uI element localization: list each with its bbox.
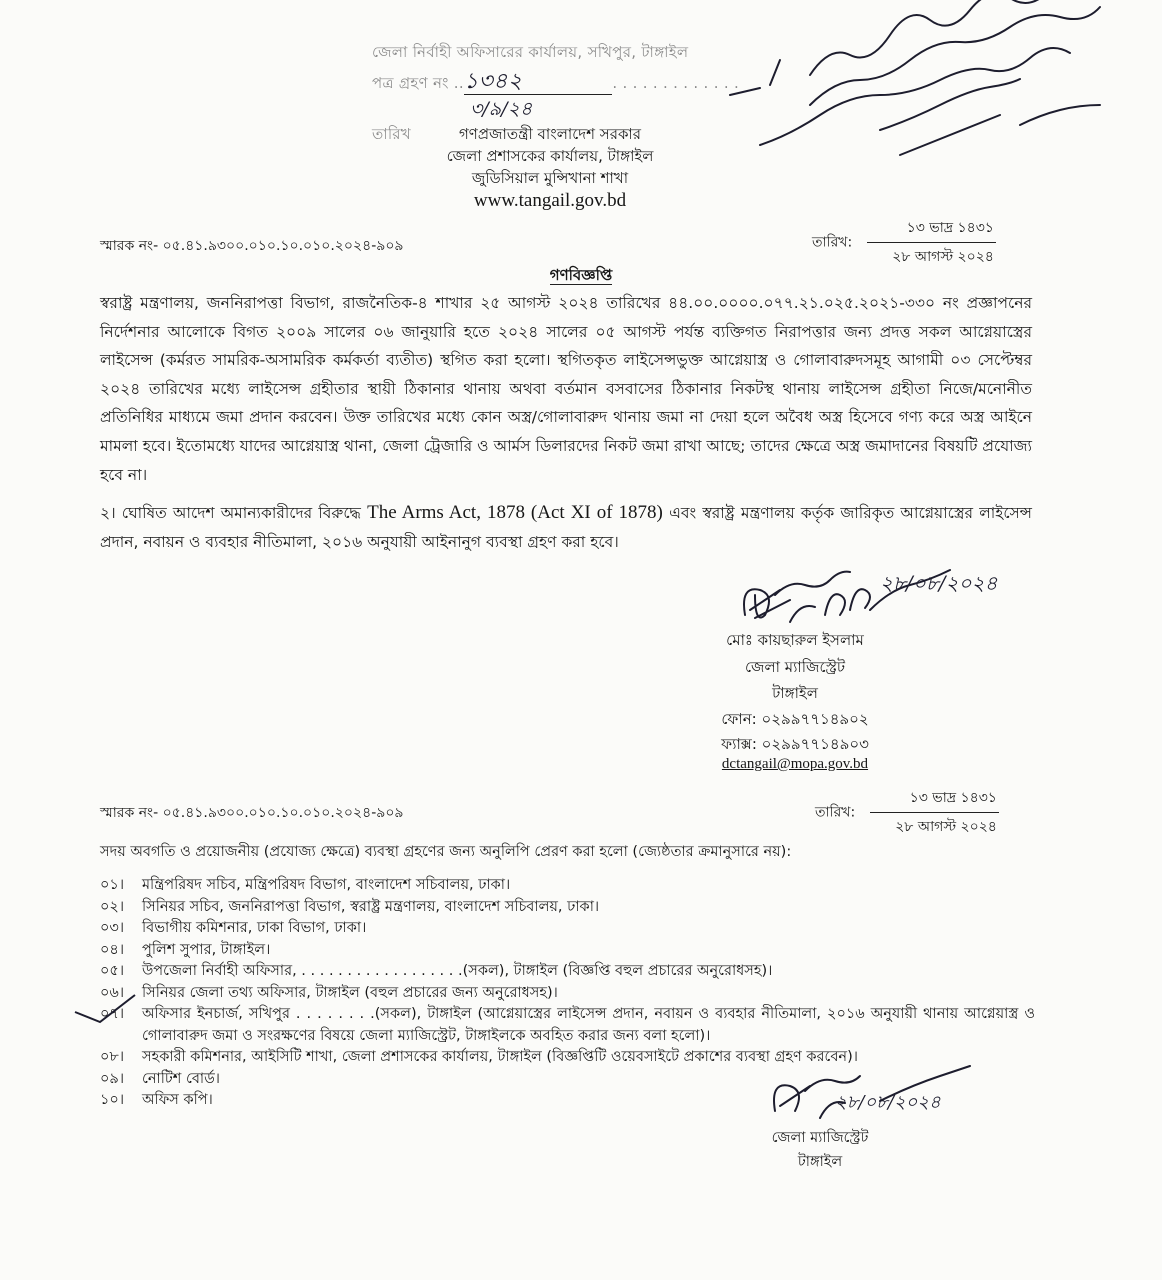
signatory-fax: ফ্যাক্স: ০২৯৯৭৭১৪৯০৩ [721,735,869,753]
receipt-number-label-text: পত্র গ্রহণ নং [372,74,449,92]
distribution-item-number: ০৩। [100,920,125,936]
receipt-stamp-office: জেলা নির্বাহী অফিসারের কার্যালয়, সখিপুর, টাঙ্গাইল [372,43,689,61]
distribution-section [100,875,1035,1174]
distribution-date [815,786,999,839]
distribution-item-text: সহকারী কমিশনার, আইসিটি শাখা, জেলা প্রশাসকের কার্যালয়, টাঙ্গাইল (বিজ্ঞপ্তিটি ওয়েবসাইটে প্রকাশের ব্যবস্থা গ্রহণ করবেন)। [142,1049,858,1065]
checkmark-annotation [70,990,140,1030]
receipt-date-value: ৩/৯/২৪ [470,98,533,120]
signatory-phone: ফোন: ০২৯৯৭৭১৪৯০২ [721,710,869,728]
arms-act-reference: The Arms Act, 1878 (Act XI of 1878) [367,502,663,524]
distribution-item-number: ০৫। [100,963,125,979]
header-section: জুডিসিয়াল মুন্সিখানা শাখা [471,169,629,187]
distribution-item-number: ০১। [100,877,125,893]
memo-number: স্মারক নং- ০৫.৪১.৯৩০০.০১০.১০.০১০.২০২৪-৯০৯ [100,238,404,254]
distribution-item-text: মন্ত্রিপরিষদ সচিব, মন্ত্রিপরিষদ বিভাগ, বাংলাদেশ সচিবালয়, ঢাকা। [142,877,511,893]
signatory-district: টাঙ্গাইল [772,684,818,702]
distribution-item-number: ০৯। [100,1070,125,1087]
distribution-date-gregorian: ২৮ আগস্ট ২০২৪ [895,819,997,835]
signature [730,560,998,626]
receipt-date-label: তারিখ [372,125,411,143]
notice-body [100,289,1032,556]
memo-date-bangla: ১৩ ভাদ্র ১৪৩১ [867,216,996,243]
header-government: গণপ্রজাতন্ত্রী বাংলাদেশ সরকার [458,125,642,143]
distribution-item [100,961,1035,983]
memo-date-gregorian: ২৮ আগস্ট ২০২৪ [892,249,994,265]
distribution-item-text: উপজেলা নির্বাহী অফিসার, . . . . . . . . . . . . . . . . . .(সকল), টাঙ্গাইল (বিজ্ঞপ্তি বহুল প্রচারের অনুরোধসহ)। [142,963,773,979]
receipt-number-label: পত্র গ্রহণ নং ..১৩৪২ . . . . . . . . . . . . . [372,69,740,94]
distribution-item-number: ০৭। [100,1006,125,1022]
distribution-item [100,983,1035,1005]
memo-date-label: তারিখ: [812,234,853,251]
distribution-item-number: ০৮। [100,1049,125,1065]
distribution-date-label: তারিখ: [815,804,856,821]
header-website: www.tangail.gov.bd [473,190,627,211]
distribution-item [100,1004,1035,1047]
distribution-item-number: ০৬। [100,984,125,1001]
distribution-item-text: সিনিয়র জেলা তথ্য অফিসার, টাঙ্গাইল (বহুল প্রচারের জন্য অনুরোধসহ)। [142,984,558,1001]
paragraph-2-suffix: এবং স্বরাষ্ট্র মন্ত্রণালয় কর্তৃক জারিকৃত আগ্নেয়াস্ত্রের লাইসেন্স প্রদান, নবায়ন ও ব্যবহার নীতিমালা, ২০১৬ অনুযায়ী আইনানুগ ব্যবস্থা গ্রহণ করা হবে। [100,504,1032,551]
memo-date-fraction [867,216,996,269]
distribution-item-text: অফিসার ইনচার্জ, সখিপুর . . . . . . . .(সকল), টাঙ্গাইল (আগ্নেয়াস্ত্রের লাইসেন্স প্রদান, নবায়ন ও ব্যবহার নীতিমালা, ২০১৬ অনুযায়ী থানায় আগ্নেয়াস্ত্র ও গোলাবারুদ জমা ও সংরক্ষণের বিষয়ে জেলা ম্যাজিস্ট্রেট, টাঙ্গাইলকে অবহিত করার জন্য বলা হলো)। [142,1006,1035,1044]
notice-paragraph-2 [100,499,1032,556]
signature-copy-date: ২৮/০৮/২০২৪ [835,1091,941,1113]
paragraph-2-prefix: ২। ঘোষিত আদেশ অমান্যকারীদের বিরুদ্ধে [100,504,361,523]
distribution-item-number: ০২। [100,898,125,915]
handwritten-note [700,0,1162,170]
distribution-district: টাঙ্গাইল [797,1153,843,1170]
signatory-designation: জেলা ম্যাজিস্ট্রেট [744,658,846,676]
distribution-item-text: পুলিশ সুপার, টাঙ্গাইল। [142,941,271,958]
distribution-date-bangla: ১৩ ভাদ্র ১৪৩১ [870,786,999,813]
distribution-signature-block [690,1091,950,1174]
distribution-memo-number: স্মারক নং- ০৫.৪১.৯৩০০.০১০.১০.০১০.২০২৪-৯০৯ [100,805,404,821]
distribution-item-text: অফিস কপি। [142,1092,213,1108]
distribution-date-fraction [870,786,999,839]
signatory-email[interactable]: dctangail@mopa.gov.bd [721,756,869,772]
notice-paragraph-1: স্বরাষ্ট্র মন্ত্রণালয়, জননিরাপত্তা বিভাগ, রাজনৈতিক-৪ শাখার ২৫ আগস্ট ২০২৪ তারিখের ৪৪.০০.০০০০.০৭৭.২১.০২৫.২০২১-৩৩০ নং প্রজ্ঞাপনের নির্দেশনার আলোকে বিগত ২০০৯ সালের ০৬ জানুয়ারি হতে ২০২৪ সালের ০৫ আগস্ট পর্যন্ত ব্যক্তিগত নিরাপত্তার জন্য প্রদত্ত সকল আগ্নেয়াস্ত্রের লাইসেন্স (কর্মরত সামরিক-অসামরিক কর্মকর্তা ব্যতীত) স্থগিত করা হলো। স্থগিতকৃত লাইসেন্সভুক্ত আগ্নেয়াস্ত্র ও গোলাবারুদসমূহ আগামী ০৩ সেপ্টেম্বর ২০২৪ তারিখের মধ্যে লাইসেন্স গ্রহীতার স্থায়ী ঠিকানার থানায় অথবা বর্তমান বসবাসের ঠিকানার নিকটস্থ থানায় লাইসেন্স গ্রহীতা নিজে/মনোনীত প্রতিনিধির মাধ্যমে জমা প্রদান করবেন। উক্ত তারিখের মধ্যে কোন অস্ত্র/গোলাবারুদ থানায় জমা না দেয়া হলে অবৈধ অস্ত্র হিসেবে গণ্য করে অস্ত্র আইনে মামলা হবে। ইতোমধ্যে যাদের আগ্নেয়াস্ত্র থানা, জেলা ট্রেজারি ও আর্মস ডিলারদের নিকট জমা রাখা আছে; তাদের ক্ষেত্রে অস্ত্র জমাদানের বিষয়টি প্রযোজ্য হবে না। [100,294,1032,484]
distribution-item-number: ০৪। [100,941,125,958]
signatory-name: মোঃ কায়ছারুল ইসলাম [726,631,864,649]
distribution-designation: জেলা ম্যাজিস্ট্রেট [771,1129,869,1146]
notice-title-text: গণবিজ্ঞপ্তি [549,266,613,284]
distribution-item [100,940,1035,962]
distribution-item-text: নোটিশ বোর্ড। [142,1070,220,1087]
distribution-intro: সদয় অবগতি ও প্রয়োজনীয় (প্রযোজ্য ক্ষেত্রে) ব্যবস্থা গ্রহণের জন্য অনুলিপি প্রেরণ করা হলো (জ্যেষ্ঠতার ক্রমানুসারে নয়): [100,844,792,860]
signature-copy [760,1056,980,1122]
notice-title [0,264,1162,289]
distribution-item [100,918,1035,940]
distribution-item [100,897,1035,919]
header-office: জেলা প্রশাসকের কার্যালয়, টাঙ্গাইল [446,147,654,165]
distribution-item-text: সিনিয়র সচিব, জননিরাপত্তা বিভাগ, স্বরাষ্ট্র মন্ত্রণালয়, বাংলাদেশ সচিবালয়, ঢাকা। [142,898,600,915]
distribution-item [100,875,1035,897]
receipt-number-value: ১৩৪২ [464,69,612,95]
memo-date [812,216,996,269]
distribution-item-number: ১০। [100,1092,125,1108]
signature-date: ২৮/০৮/২০২৪ [880,571,998,595]
distribution-item-text: বিভাগীয় কমিশনার, ঢাকা বিভাগ, ঢাকা। [142,920,367,936]
signatory-phone-district [650,682,940,707]
